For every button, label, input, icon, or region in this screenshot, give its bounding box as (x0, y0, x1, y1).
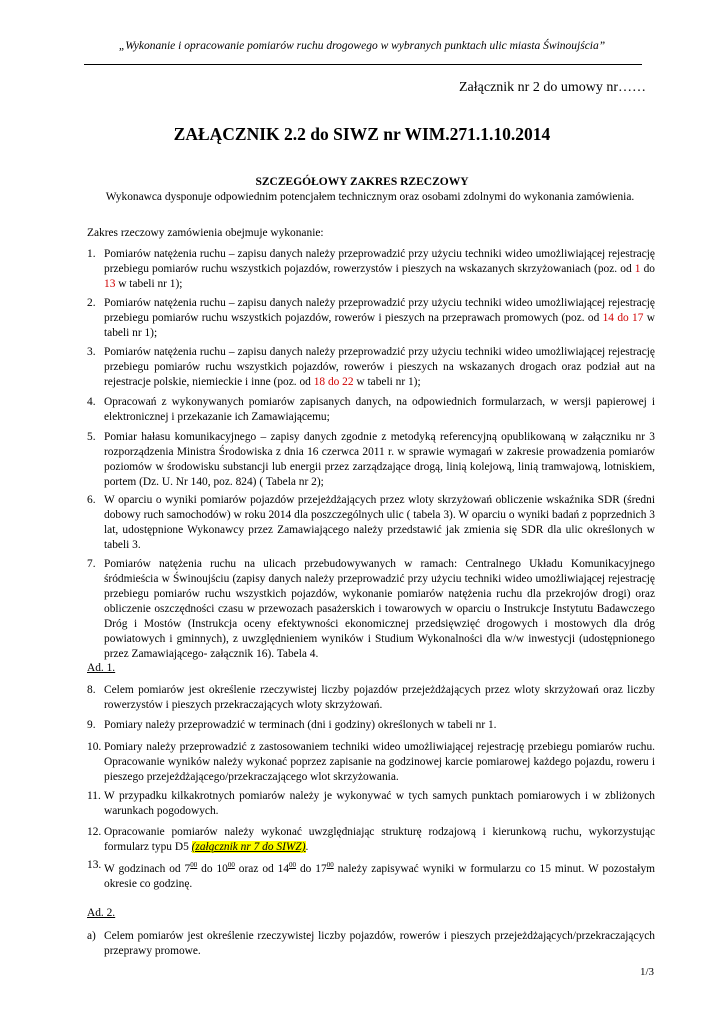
section-subtitle: SZCZEGÓŁOWY ZAKRES RZECZOWY (255, 176, 469, 188)
list-number: 8. (87, 684, 96, 696)
list-text: Opracowanie pomiarów należy wykonać uwzględniając strukturę rodzajową i kierunkową ruchu, wykorzystując formularz typu D5 (załącznik nr 7 do SIWZ). (104, 826, 655, 853)
page-number: 1/3 (639, 966, 654, 978)
list-item-4 (87, 395, 655, 425)
list-number: 1. (87, 248, 96, 260)
list-item-11 (87, 789, 655, 819)
list-number: 10. (87, 741, 102, 753)
list-item-6 (87, 493, 655, 553)
list-number: 9. (87, 719, 96, 731)
list-text: Pomiarów natężenia ruchu – zapisu danych należy przeprowadzić przy użyciu techniki wideo umożliwiającej rejestrację przebiegu pomiarów ruchu wszystkich pojazdów, rowerów i pieszych na wskazanych drogach oraz podział aut na rejestracje polskie, niemieckie i inne (poz. od 18 do 22 w tabeli nr 1); (104, 346, 655, 388)
red-ref: 18 do 22 (313, 376, 354, 388)
list-item-9 (87, 718, 655, 733)
list-text: W godzinach od $7^{00}$ do $10^{00}$ oraz od $14^{00}$ do $17^{00}$ należy zapisywać wyniki w formularzu co 15 minut. W pozostałym okresie co godzinę. (104, 861, 656, 890)
list-number: 4. (87, 396, 96, 408)
list-text: Pomiarów natężenia ruchu – zapisu danych należy przeprowadzić przy użyciu techniki wideo umożliwiającej rejestrację przebiegu pomiarów ruchu wszystkich pojazdów, rowerów i pieszych na przeprawach promowych (poz. od 14 do 17 w tabeli nr 1); (104, 297, 655, 339)
section-ad-1: Ad. 1. (87, 662, 116, 674)
intro-paragraph: Wykonawca dysponuje odpowiednim potencjałem technicznym oraz osobami zdolnymi do wykonania zamówienia. (105, 191, 635, 203)
list-item-2 (87, 296, 655, 341)
list-text: Celem pomiarów jest określenie rzeczywistej liczby pojazdów, rowerów i pieszych przejeżdżających/przekraczających przeprawy promowe. (104, 930, 655, 957)
list-text: Opracowań z wykonywanych pomiarów zapisanych danych, na odpowiednich formularzach, w wersji papierowej i elektronicznej i przekazanie ich Zamawiającemu; (104, 396, 655, 423)
red-ref: 1 (634, 263, 641, 275)
red-ref: 14 do 17 (602, 312, 644, 324)
list-number: a) (87, 930, 96, 942)
list-number: 12. (87, 826, 102, 838)
list-number: 13. (87, 859, 102, 871)
list-number: 11. (87, 790, 101, 802)
list-number: 5. (87, 431, 96, 443)
list-text: Pomiar hałasu komunikacyjnego – zapisy danych zgodnie z metodyką referencyjną opublikowaną w załączniku nr 3 rozporządzenia Ministra Środowiska z dnia 16 czerwca 2011 r. w sprawie wymagań w zakresie prowadzenia pomiarów poziomów w środowisku substancji lub energii przez zarządzające drogą, linią kolejową, linią tramwajową, lotniskiem, portem (Dz. U. Nr 140, poz. 824) ( Tabela nr 2); (104, 431, 655, 488)
red-ref: 13 (104, 278, 116, 290)
list-item-a (87, 929, 655, 959)
list-text: Pomiarów natężenia ruchu – zapisu danych należy przeprowadzić przy użyciu techniki wideo umożliwiającej rejestrację przebiegu pomiarów ruchu wszystkich pojazdów, rowerzystów i pieszych na wskazanych skrzyżowaniach (poz. od 1 do 13 w tabeli nr 1); (104, 248, 655, 290)
list-item-13 (87, 858, 655, 892)
page-title: ZAŁĄCZNIK 2.2 do SIWZ nr WIM.271.1.10.2014 (173, 124, 551, 144)
highlighted-reference: (załącznik nr 7 do SIWZ) (191, 841, 306, 853)
list-number: 3. (87, 346, 96, 358)
annex-label: Załącznik nr 2 do umowy nr…… (458, 80, 646, 95)
header-rule (84, 64, 642, 65)
list-item-10 (87, 740, 655, 785)
running-header: „Wykonanie i opracowanie pomiarów ruchu drogowego w wybranych punktach ulic miasta Świnoujścia” (118, 40, 606, 52)
list-text: Pomiarów natężenia ruchu na ulicach przebudowywanych w ramach: Centralnego Układu Komunikacyjnego śródmieścia w Świnoujściu (zapisy danych należy przeprowadzić przy użyciu techniki wideo umożliwiającej rejestrację przebiegu pomiarów ruchu wszystkich pojazdów, wykonanie pomiarów natężenia ruchu dla przekrojów drogi) oraz obliczenie oszczędności czasu w przewozach pasażerskich i towarowych w oparciu o Instrukcje Instytutu Badawczego Dróg i Mostów (Instrukcja oceny efektywności ekonomicznej przedsięwzięć drogowych i mostowych dla dróg powiatowych i gminnych), z uwzględnieniem wyników i Studium Wykonalności dla w/w inwestycji (udostępnionego przez Zamawiającego- załącznik 16). Tabela 4. (104, 558, 655, 660)
list-item-5 (87, 430, 655, 490)
list-text: W oparciu o wyniki pomiarów pojazdów przejeżdżających przez wloty skrzyżowań obliczenie wskaźnika SDR (średni dobowy ruch samochodów) w roku 2014 dla poszczególnych ulic ( tabela 3). W oparciu o wyniki badań z poprzednich 3 lat, udostępnione Wykonawcy przez Zamawiającego należy przedstawić jak zmienia się SDR dla ulic określonych w tabeli 3. (104, 494, 655, 551)
list-text: Pomiary należy przeprowadzić z zastosowaniem techniki wideo umożliwiającej rejestrację przebiegu pomiarów ruchu. Opracowanie wyników należy wykonać poprzez zapisanie na godzinowej karcie pomiarowej każdego pojazdu, roweru i pieszego przejeżdżającego/przekraczającego wlot skrzyżowania. (104, 741, 655, 783)
list-item-3 (87, 345, 655, 390)
list-item-8 (87, 683, 655, 713)
list-text: Pomiary należy przeprowadzić w terminach (dni i godziny) określonych w tabeli nr 1. (104, 719, 497, 731)
list-number: 6. (87, 494, 96, 506)
list-text: W przypadku kilkakrotnych pomiarów należy je wykonywać w tych samych punktach pomiarowych i w zbliżonych warunkach pogodowych. (104, 790, 655, 817)
scope-intro: Zakres rzeczowy zamówienia obejmuje wykonanie: (87, 227, 324, 239)
list-number: 2. (87, 297, 96, 309)
list-item-12 (87, 825, 655, 855)
list-text: Celem pomiarów jest określenie rzeczywistej liczby pojazdów przejeżdżających przez wloty skrzyżowań oraz liczby rowerzystów i pieszych przekraczających wloty skrzyżowań. (104, 684, 655, 711)
list-item-1 (87, 247, 655, 292)
list-item-7 (87, 557, 655, 662)
list-number: 7. (87, 558, 96, 570)
section-ad-2: Ad. 2. (87, 907, 116, 919)
